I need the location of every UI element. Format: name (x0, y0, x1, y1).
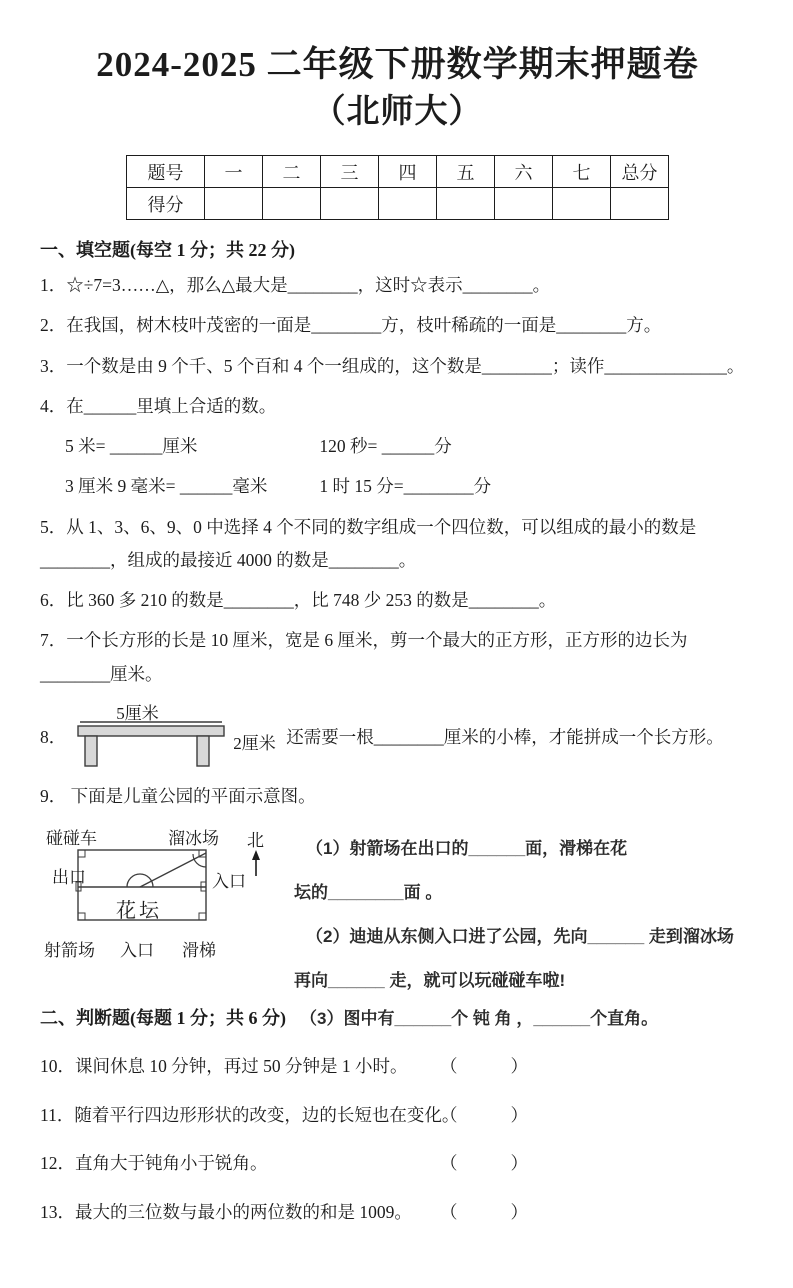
section-two-heading: 二、判断题(每题 1 分；共 6 分) (40, 1008, 286, 1029)
score-table-empty-cell (553, 188, 611, 220)
score-table-empty-cell (495, 188, 553, 220)
map-label-north: 北 (247, 831, 264, 851)
question-8-number: 8． (40, 727, 67, 748)
question-11-text: 11．随着平行四边形形状的改变，边的长短也在变化。 (40, 1104, 460, 1125)
score-table-empty-cell (611, 188, 669, 220)
question-7: 7．一个长方形的长是 10 厘米，宽是 6 厘米，剪一个最大的正方形，正方形的边长为 ________厘米。 (40, 630, 688, 684)
stick-length-top-label: 5厘米 (116, 703, 159, 723)
question-9-sub-1-line-1: （1）射箭场在出口的______面，滑梯在花 (306, 839, 628, 859)
question-2: 2．在我国，树木枝叶茂密的一面是________方，枝叶稀疏的一面是________方。 (40, 315, 662, 336)
question-12-answer-bracket: （ ） (440, 1153, 534, 1174)
question-9-sub-1-line-2: 坛的________面 。 (294, 883, 443, 903)
question-4-row-1 (40, 430, 755, 463)
score-table-empty-cell (437, 188, 495, 220)
question-9: 9． 下面是儿童公园的平面示意图。 (40, 785, 316, 806)
question-8 (40, 701, 755, 773)
score-table (126, 155, 669, 220)
question-8-text: 还需要一根________厘米的小棒，才能拼成一个长方形。 (286, 727, 724, 748)
score-table-cell: 总分 (611, 156, 669, 188)
question-4: 4．在______里填上合适的数。 (40, 395, 277, 416)
question-4-item-2: 120 秒= ______分 (319, 436, 452, 457)
question-10-answer-bracket: （ ） (440, 1056, 534, 1077)
score-table-cell: 一 (205, 156, 263, 188)
question-4-item-3: 3 厘米 9 毫米= ______毫米 (65, 476, 268, 497)
question-6: 6．比 360 多 210 的数是________，比 748 少 253 的数是________。 (40, 590, 557, 611)
question-4-row-2 (40, 470, 755, 503)
question-9-sub-3: （3）图中有______个 钝 角 ，______个直角。 (300, 1009, 659, 1029)
question-12 (40, 1151, 755, 1176)
map-label-exit: 出口 (52, 868, 86, 888)
title-line-2: （北师大） (312, 94, 483, 130)
question-13-answer-bracket: （ ） (440, 1201, 534, 1222)
section-two-row (40, 1004, 755, 1030)
score-table-empty-cell (379, 188, 437, 220)
score-table-empty-cell (321, 188, 379, 220)
question-5: 5．从 1、3、6、9、0 中选择 4 个不同的数字组成一个四位数，可以组成的最小的数是________，组成的最接近 4000 的数是________。 (40, 516, 697, 570)
score-table-cell: 三 (321, 156, 379, 188)
question-13-text: 13．最大的三位数与最小的两位数的和是 1009。 (40, 1201, 412, 1222)
score-table-cell: 二 (263, 156, 321, 188)
question-3: 3．一个数是由 9 个千、5 个百和 4 个一组成的，这个数是________；读作______________。 (40, 355, 745, 376)
title-line-1: 2024-2025 二年级下册数学期末押题卷 (96, 45, 699, 84)
question-9-sub-2-line-2: 再向______ 走，就可以玩碰碰车啦! (294, 971, 566, 991)
score-table-cell: 七 (553, 156, 611, 188)
question-12-text: 12．直角大于钝角小于锐角。 (40, 1153, 268, 1174)
score-table-cell: 四 (379, 156, 437, 188)
map-label-bumper-cars: 碰碰车 (46, 829, 97, 849)
question-10 (40, 1054, 755, 1079)
score-table-empty-cell (205, 188, 263, 220)
park-map-figure (40, 824, 286, 962)
map-label-flower-bed: 花坛 (116, 900, 162, 923)
question-1: 1．☆÷7=3……△，那么△最大是________，这时☆表示________。 (40, 275, 551, 296)
question-10-text: 10．课间休息 10 分钟，再过 50 分钟是 1 小时。 (40, 1056, 408, 1077)
score-table-cell: 题号 (127, 156, 205, 188)
question-13 (40, 1200, 755, 1225)
map-label-archery: 射箭场 (44, 941, 95, 961)
map-label-slide: 滑梯 (182, 941, 216, 961)
score-table-cell: 五 (437, 156, 495, 188)
score-table-cell: 得分 (127, 188, 205, 220)
question-8-sticks-figure (70, 701, 286, 773)
question-9-block (40, 820, 755, 998)
question-4-item-4: 1 时 15 分=________分 (319, 476, 492, 497)
map-label-entrance-bottom: 入口 (120, 941, 154, 961)
score-table-score-row (127, 188, 669, 220)
question-4-item-1: 5 米= ______厘米 (65, 436, 198, 457)
score-table-cell: 六 (495, 156, 553, 188)
question-11-answer-bracket: （ ） (440, 1104, 534, 1125)
stick-length-side-label: 2厘米 (233, 733, 276, 753)
section-one-heading: 一、填空题(每空 1 分；共 22 分) (40, 240, 295, 261)
question-11 (40, 1103, 755, 1128)
question-9-sub-2-line-1: （2）迪迪从东侧入口进了公园，先向______ 走到溜冰场 (306, 927, 734, 947)
page-title (40, 40, 755, 135)
score-table-empty-cell (263, 188, 321, 220)
map-label-entrance-right: 入口 (212, 872, 246, 892)
map-label-skating-rink: 溜冰场 (168, 829, 219, 849)
score-table-header-row (127, 156, 669, 188)
